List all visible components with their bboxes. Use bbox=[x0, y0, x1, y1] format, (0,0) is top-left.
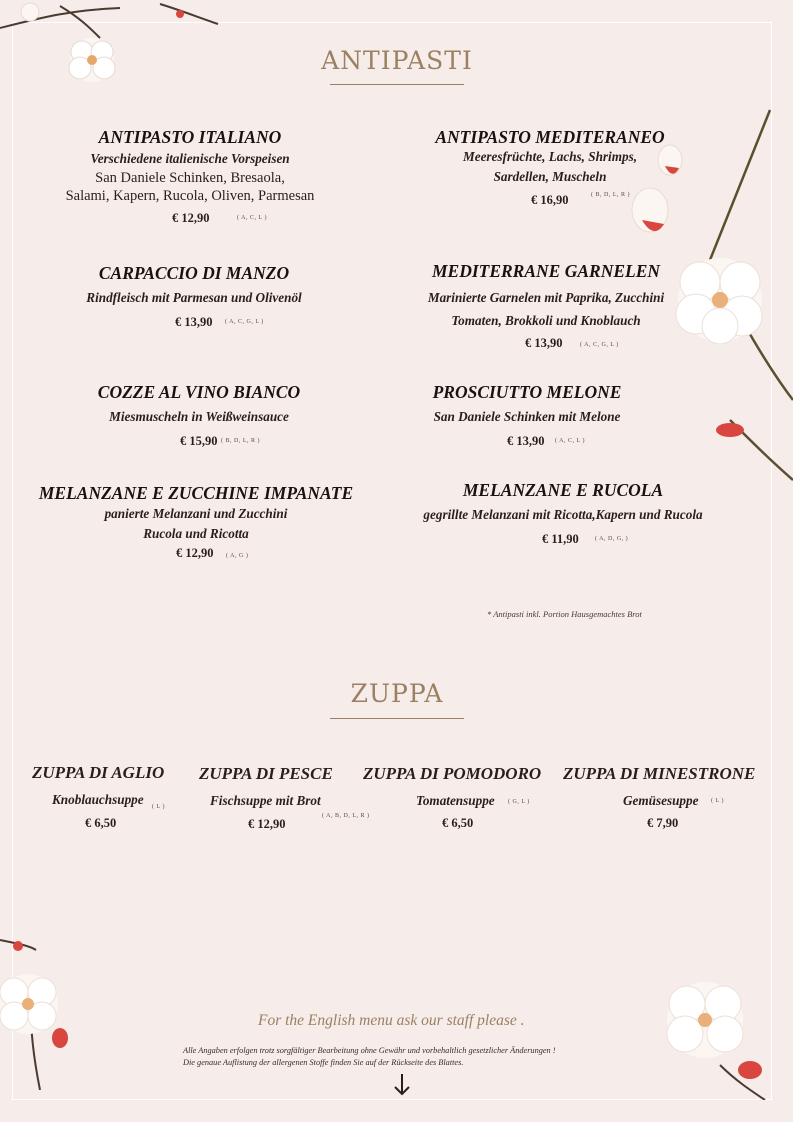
dish-description: Tomaten, Brokkoli und Knoblauch bbox=[451, 313, 641, 328]
arrow-down-icon bbox=[392, 1072, 412, 1098]
soup-description: Knoblauchsuppe bbox=[52, 792, 144, 807]
soup-allergens: ( A, B, D, L, R ) bbox=[322, 813, 370, 819]
soup-description: Gemüsesuppe bbox=[623, 793, 699, 808]
dish-carpaccio-di-manzo bbox=[44, 263, 344, 308]
dish-price: € 12,90 bbox=[172, 211, 210, 225]
dish-antipasto-mediteraneo bbox=[400, 127, 700, 186]
dish-price: € 13,90 bbox=[507, 434, 545, 448]
dish-prosciutto-melone bbox=[377, 382, 677, 427]
dish-price: € 12,90 bbox=[176, 546, 214, 560]
dish-price: € 13,90 bbox=[525, 336, 563, 350]
dish-description: gegrillte Melanzani mit Ricotta,Kapern und Rucola bbox=[423, 507, 703, 522]
dish-allergens: ( A, C, L ) bbox=[237, 215, 267, 221]
dish-melanzane-e-rucola bbox=[398, 480, 728, 525]
soup-price: € 6,50 bbox=[85, 816, 117, 830]
soup-description: Tomatensuppe bbox=[416, 793, 495, 808]
dish-description: Verschiedene italienische Vorspeisen bbox=[90, 151, 290, 166]
dish-name: CARPACCIO DI MANZO bbox=[98, 263, 290, 283]
blossom-bottom-right-decoration bbox=[650, 975, 770, 1100]
soup-allergens: ( G, L ) bbox=[508, 799, 530, 805]
dish-description: Rindfleisch mit Parmesan und Olivenöl bbox=[86, 290, 302, 305]
dish-cozze-al-vino-bianco bbox=[49, 382, 349, 427]
dish-description: Rucola und Ricotta bbox=[143, 525, 249, 541]
soup-description: Fischsuppe mit Brot bbox=[210, 793, 321, 808]
dish-name: MELANZANE E RUCOLA bbox=[462, 480, 664, 500]
soup-price: € 12,90 bbox=[248, 817, 286, 831]
dish-name: MEDITERRANE GARNELEN bbox=[431, 261, 661, 281]
dish-description: Sardellen, Muscheln bbox=[493, 168, 607, 184]
dish-allergens: ( A, C, G, L ) bbox=[225, 319, 264, 325]
soup-name: ZUPPA DI AGLIO bbox=[32, 763, 165, 782]
dish-allergens: ( A, G ) bbox=[226, 553, 249, 559]
dish-price: € 15,90 bbox=[180, 434, 218, 448]
zuppa-underline bbox=[330, 718, 464, 719]
legal-disclaimer bbox=[183, 1045, 556, 1069]
blossom-top-left-decoration bbox=[0, 0, 230, 90]
dish-allergens: ( B, D, L, R ) bbox=[591, 192, 630, 198]
dish-description: panierte Melanzani und Zucchini bbox=[104, 506, 288, 521]
dish-allergens: ( A, C, G, L ) bbox=[580, 342, 619, 348]
dish-allergens: ( A, C, L ) bbox=[555, 438, 585, 444]
soup-name: ZUPPA DI MINESTRONE bbox=[563, 764, 756, 783]
legal-line: Alle Angaben erfolgen trotz sorgfältiger Bearbeitung ohne Gewähr und vorbehaltlich gesetzlicher Änderungen ! bbox=[183, 1046, 556, 1055]
dish-name: ANTIPASTO ITALIANO bbox=[98, 127, 282, 147]
english-menu-note: For the English menu ask our staff please . bbox=[258, 1012, 525, 1029]
dish-melanzane-e-zucchine-impanate bbox=[26, 483, 366, 543]
antipasti-title: ANTIPASTI bbox=[321, 46, 473, 75]
dish-price: € 11,90 bbox=[542, 532, 579, 546]
blossom-bottom-left-decoration bbox=[0, 930, 90, 1090]
soup-price: € 6,50 bbox=[442, 816, 474, 830]
antipasti-underline bbox=[330, 84, 464, 85]
zuppa-title: ZUPPA bbox=[350, 679, 444, 708]
dish-price: € 16,90 bbox=[531, 193, 569, 207]
dish-name: COZZE AL VINO BIANCO bbox=[97, 382, 301, 402]
dish-mediterrane-garnelen bbox=[396, 261, 696, 332]
dish-description: Meeresfrüchte, Lachs, Shrimps, bbox=[462, 149, 637, 164]
dish-description: Salami, Kapern, Rucola, Oliven, Parmesan bbox=[65, 187, 315, 204]
soup-name: ZUPPA DI PESCE bbox=[199, 764, 333, 783]
soup-allergens: ( L ) bbox=[152, 804, 165, 810]
legal-line: Die genaue Auflistung der allergenen Stoffe finden Sie auf der Rückseite des Blattes. bbox=[183, 1058, 464, 1067]
dish-allergens: ( B, D, L, R ) bbox=[221, 438, 260, 444]
antipasti-bread-note: * Antipasti inkl. Portion Hausgemachtes Brot bbox=[487, 609, 642, 619]
dish-description: Marinierte Garnelen mit Paprika, Zucchini bbox=[427, 290, 665, 305]
dish-price: € 13,90 bbox=[175, 315, 213, 329]
soup-allergens: ( L ) bbox=[711, 798, 724, 804]
dish-antipasto-italiano bbox=[40, 127, 340, 205]
dish-allergens: ( A, D, G, ) bbox=[595, 536, 629, 542]
soup-name: ZUPPA DI POMODORO bbox=[363, 764, 542, 783]
dish-description: San Daniele Schinken mit Melone bbox=[433, 409, 621, 424]
dish-name: ANTIPASTO MEDITERANEO bbox=[435, 127, 665, 147]
soup-price: € 7,90 bbox=[647, 816, 679, 830]
dish-name: MELANZANE E ZUCCHINE IMPANATE bbox=[38, 483, 354, 503]
dish-name: PROSCIUTTO MELONE bbox=[432, 382, 622, 402]
dish-description: San Daniele Schinken, Bresaola, bbox=[95, 169, 285, 186]
dish-description: Miesmuscheln in Weißweinsauce bbox=[109, 409, 289, 424]
